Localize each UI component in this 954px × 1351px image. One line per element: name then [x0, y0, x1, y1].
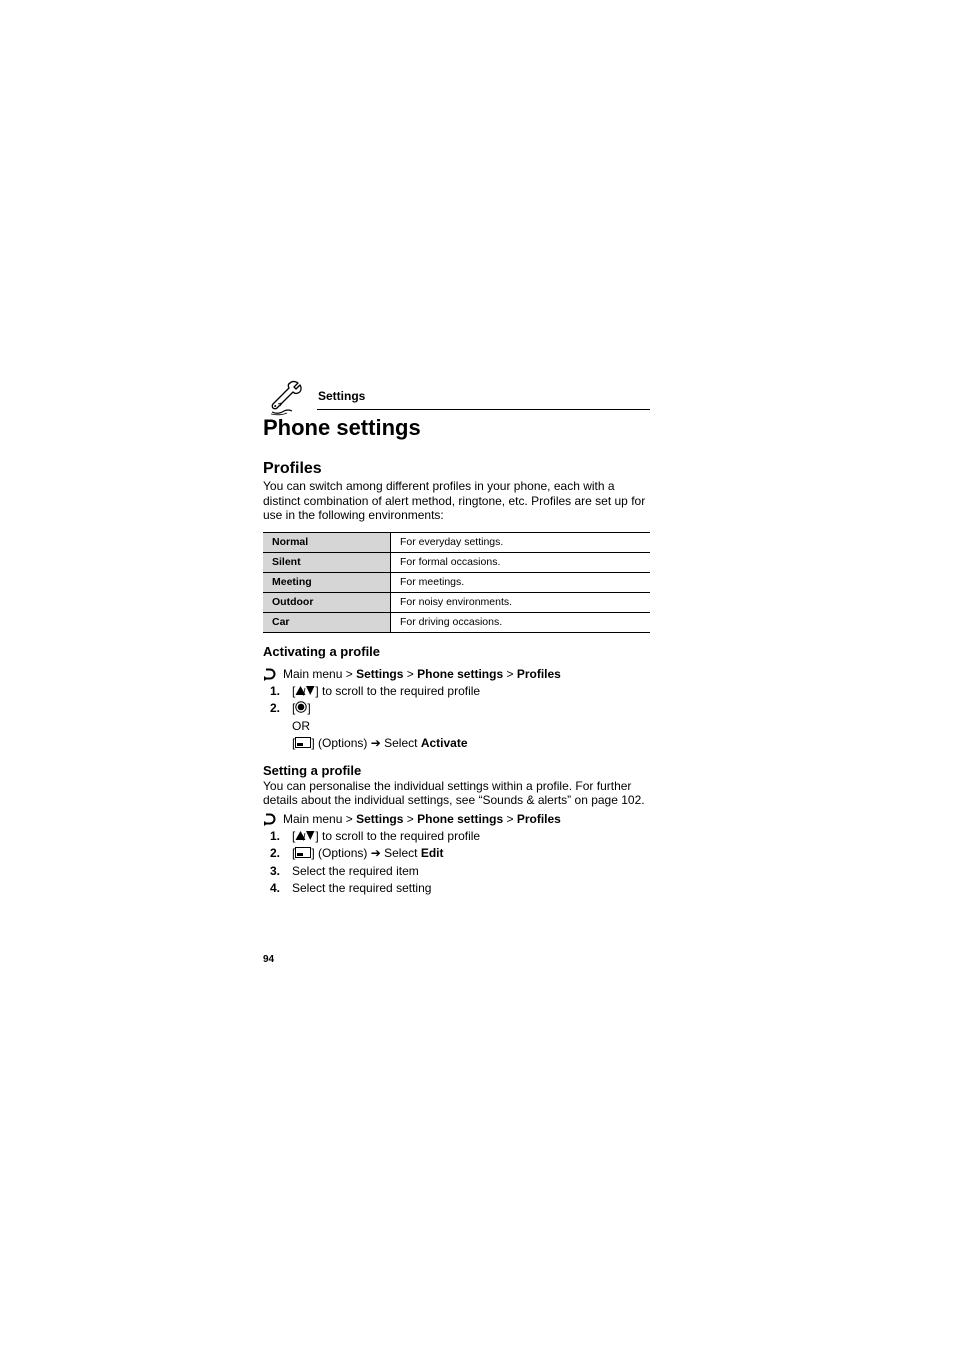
profiles-table	[263, 532, 650, 633]
profile-description: For formal occasions.	[391, 552, 651, 572]
step-number: 1.	[270, 683, 281, 698]
menu-path-settings: Settings	[356, 811, 404, 826]
setting-steps	[263, 828, 650, 898]
table-row	[263, 532, 650, 552]
step-number: 2.	[270, 846, 281, 861]
manual-page	[263, 378, 650, 898]
center-key-icon	[295, 701, 307, 713]
path-separator: >	[345, 811, 353, 826]
menu-path	[263, 665, 650, 683]
page-number: 94	[263, 954, 275, 965]
options-label: (Options)	[318, 736, 368, 751]
alternative-label: OR	[292, 718, 310, 733]
list-item: 2. [ ] (Options) ➔ Select Edit	[263, 845, 650, 863]
section-header	[263, 378, 650, 411]
profile-description: For noisy environments.	[391, 592, 651, 612]
step-number: 3.	[270, 863, 281, 878]
left-soft-key-icon	[295, 737, 311, 748]
left-soft-key-icon	[295, 847, 311, 858]
path-separator: >	[345, 666, 353, 681]
header-rule	[317, 409, 650, 410]
profiles-intro: You can switch among different profiles in your phone, each with a distinct combination of alert method, ringtone, etc. Profiles are set up for use in the following environments:	[263, 479, 646, 523]
wrench-icon	[269, 380, 305, 416]
path-separator: >	[406, 811, 414, 826]
right-arrow-icon: ➔	[370, 736, 381, 751]
menu-path-phone-settings: Phone settings	[417, 666, 504, 681]
table-row	[263, 552, 650, 572]
step-number: 2.	[270, 701, 281, 716]
page-title: Phone settings	[263, 415, 421, 440]
edit-label: Edit	[420, 846, 444, 861]
up-down-key-icon	[295, 830, 315, 841]
profile-description: For meetings.	[391, 572, 651, 592]
profile-name: Car	[263, 612, 391, 632]
profile-name: Normal	[263, 532, 391, 552]
path-separator: >	[406, 666, 414, 681]
profile-description: For everyday settings.	[400, 536, 504, 549]
table-row	[263, 572, 650, 592]
select-label: Select	[384, 846, 418, 861]
activate-label: Activate	[420, 736, 468, 751]
setting-intro: You can personalise the individual settings within a profile. For further details about the individual settings, see “Sounds & alerts” on page 102.	[263, 778, 645, 808]
menu-path-main: Main menu	[283, 811, 343, 826]
profile-description: For driving occasions.	[391, 612, 651, 632]
profiles-heading: Profiles	[263, 460, 322, 477]
activating-steps	[263, 683, 650, 718]
step-text: Select the required setting	[292, 881, 432, 896]
menu-path-arrow-icon	[263, 812, 277, 826]
menu-path-main: Main menu	[283, 666, 343, 681]
path-separator: >	[506, 811, 514, 826]
activating-heading: Activating a profile	[263, 643, 381, 659]
section-label: Settings	[318, 389, 366, 403]
profile-name: Outdoor	[263, 592, 391, 612]
step-text: to scroll to the required profile	[322, 828, 481, 843]
step-text: to scroll to the required profile	[322, 683, 481, 698]
menu-path-arrow-icon	[263, 667, 277, 681]
step-number: 4.	[270, 881, 281, 896]
menu-path-profiles: Profiles	[516, 811, 561, 826]
profile-name: Meeting	[263, 572, 391, 592]
list-item	[263, 880, 650, 898]
path-separator: >	[506, 666, 514, 681]
profile-name: Silent	[263, 552, 391, 572]
list-item: 1. [ ] to scroll to the required profile	[263, 828, 650, 846]
right-arrow-icon: ➔	[370, 846, 381, 861]
up-down-key-icon	[295, 685, 315, 696]
table-row	[263, 592, 650, 612]
step-text: Select the required item	[292, 863, 419, 878]
list-item: 2. [ ]	[263, 700, 650, 718]
menu-path-settings: Settings	[356, 666, 404, 681]
options-label: (Options)	[318, 846, 368, 861]
menu-path	[263, 810, 650, 828]
table-row	[263, 612, 650, 632]
step-number: 1.	[270, 828, 281, 843]
menu-path-profiles: Profiles	[516, 666, 561, 681]
alternative-instruction: [ ] (Options) ➔ Select Activate	[292, 736, 468, 751]
list-item: 1. [ ] to scroll to the required profile	[263, 683, 650, 701]
setting-heading: Setting a profile	[263, 762, 362, 778]
menu-path-phone-settings: Phone settings	[417, 811, 504, 826]
list-item	[263, 863, 650, 881]
select-label: Select	[384, 736, 418, 751]
